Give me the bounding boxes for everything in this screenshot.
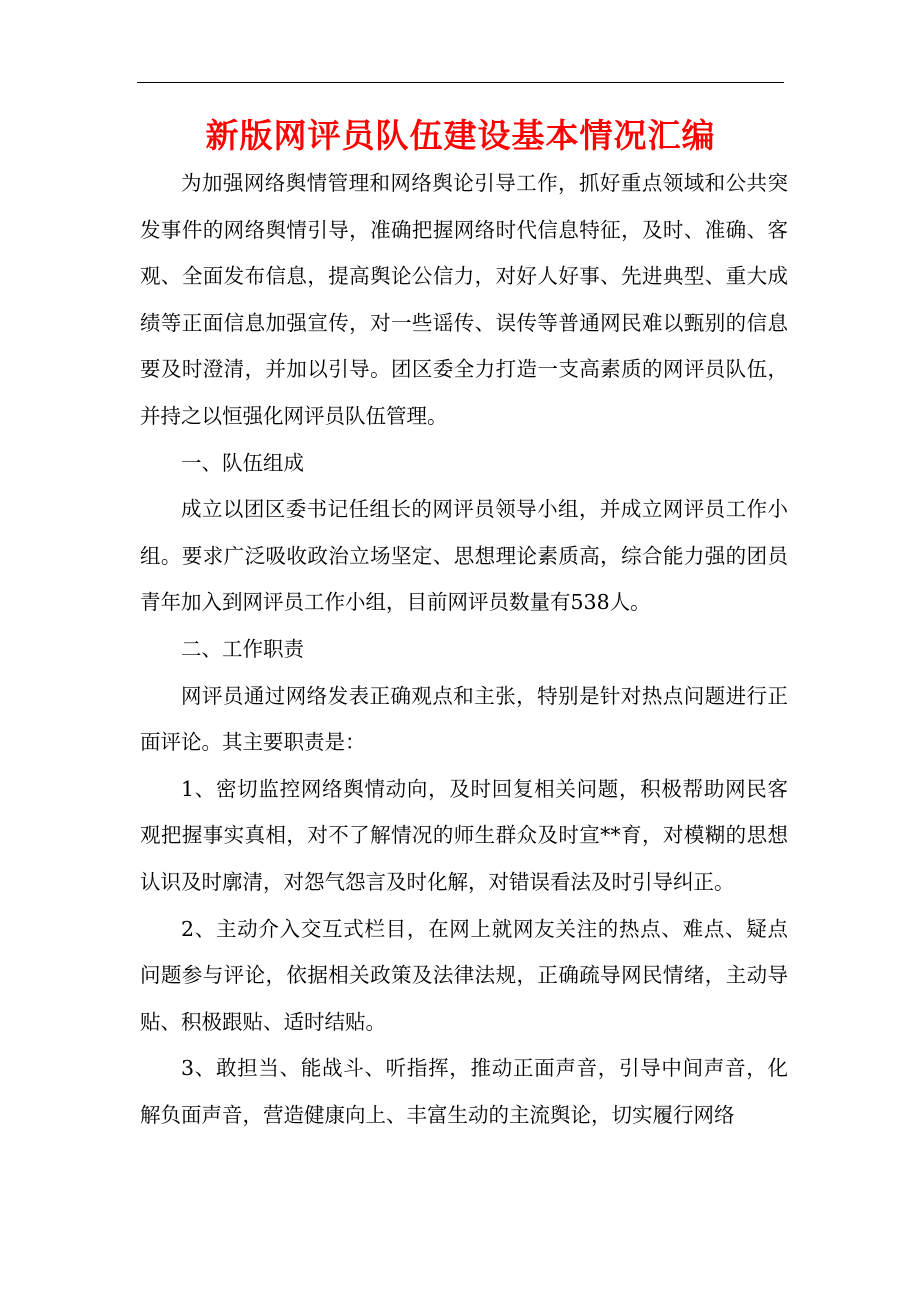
section-heading-team-composition: 一、队伍组成	[181, 450, 304, 475]
paragraph-duty-1: 1、密切监控网络舆情动向，及时回复相关问题，积极帮助网民客观把握事实真相，对不了解情况的师生群众及时宣**育，对模糊的思想认识及时廓清，对怨气怨言及时化解，对错误看法及时引导纠正。	[140, 776, 788, 894]
section-heading-duties: 二、工作职责	[181, 636, 304, 661]
paragraph-duty-2: 2、主动介入交互式栏目，在网上就网友关注的热点、难点、疑点问题参与评论，依据相关政策及法律法规，正确疏导网民情绪，主动导贴、积极跟贴、适时结贴。	[140, 916, 788, 1034]
document-body	[140, 160, 788, 1138]
paragraph-intro: 为加强网络舆情管理和网络舆论引导工作，抓好重点领域和公共突发事件的网络舆情引导，准确把握网络时代信息特征，及时、准确、客观、全面发布信息，提高舆论公信力，对好人好事、先进典型、重大成绩等正面信息加强宣传，对一些谣传、误传等普通网民难以甄别的信息要及时澄清，并加以引导。团区委全力打造一支高素质的网评员队伍，并持之以恒强化网评员队伍管理。	[140, 171, 788, 428]
document-title: 新版网评员队伍建设基本情况汇编	[205, 116, 716, 155]
paragraph-duties-intro: 网评员通过网络发表正确观点和主张，特别是针对热点问题进行正面评论。其主要职责是：	[140, 683, 788, 755]
paragraph-duty-3: 3、敢担当、能战斗、听指挥，推动正面声音，引导中间声音，化解负面声音，营造健康向上、丰富生动的主流舆论，切实履行网络	[140, 1056, 788, 1127]
paragraph-team-composition: 成立以团区委书记任组长的网评员领导小组，并成立网评员工作小组。要求广泛吸收政治立场坚定、思想理论素质高，综合能力强的团员青年加入到网评员工作小组，目前网评员数量有538人。	[140, 497, 788, 615]
header-rule	[137, 82, 784, 83]
